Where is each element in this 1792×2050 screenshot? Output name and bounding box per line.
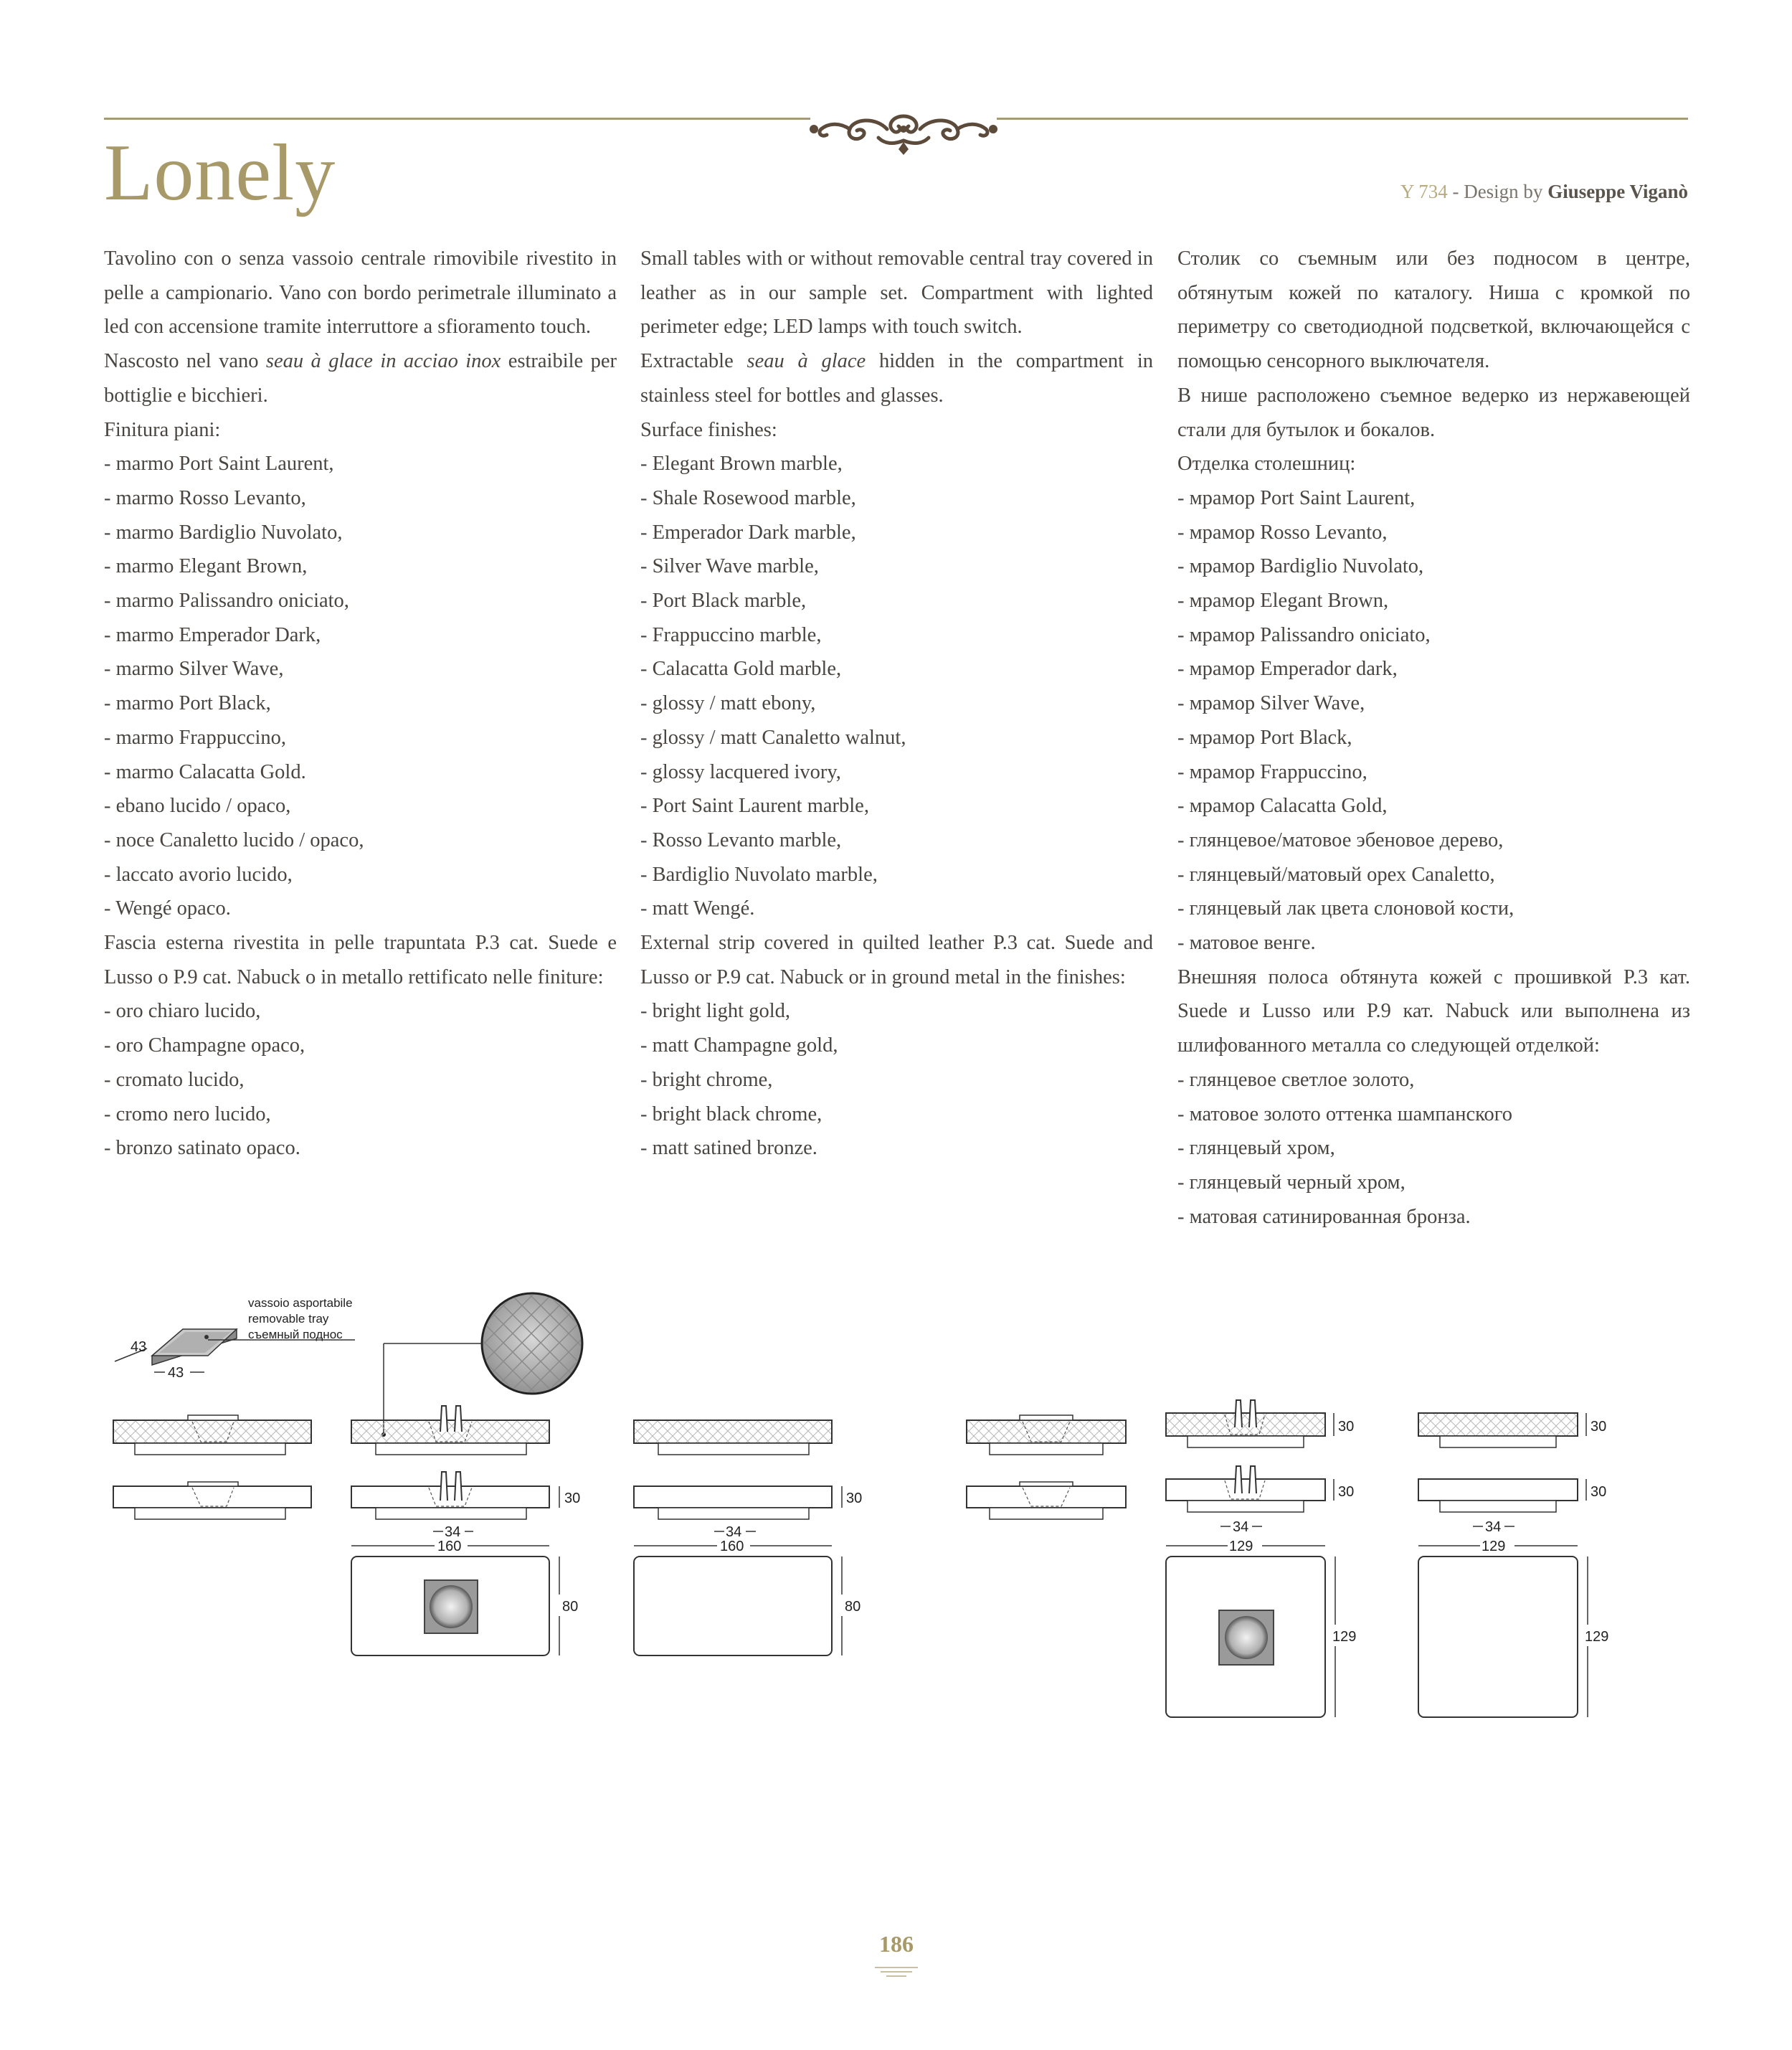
en-extract	[640, 344, 1153, 412]
it-hidden-post: estraibile per bottiglie e bicchieri.	[104, 350, 617, 407]
list-item: - bronzo satinato opaco.	[104, 1137, 300, 1160]
list-item: - marmo Bardiglio Nuvolato,	[104, 521, 343, 544]
tray-label-ru: съемный поднос	[248, 1328, 343, 1341]
sq-compartment-label: 34	[1233, 1519, 1249, 1535]
list-item: - глянцевый хром,	[1177, 1137, 1335, 1160]
design-by-label: - Design by	[1447, 181, 1548, 202]
list-item: - bright light gold,	[640, 1000, 790, 1023]
english-column	[640, 242, 1153, 1166]
list-item: - матовая сатинированная бронза.	[1177, 1205, 1471, 1228]
psq-width-label: 129	[1482, 1539, 1506, 1554]
list-item: - Shale Rosewood marble,	[640, 486, 856, 509]
sq-top-height-label: 30	[1338, 1419, 1355, 1435]
list-item: - мрамор Port Black,	[1177, 726, 1352, 749]
list-item: - Frappuccino marble,	[640, 623, 822, 646]
quilted-leather-swatch	[381, 1293, 582, 1437]
ru-intro: Столик со съемным или без подносом в центре, обтянутым кожей по каталогу. Ниша с кромкой по периметру со светодиодной подсветкой, включающейся с помощью сенсорного выключателя.	[1177, 247, 1690, 373]
sq-height-label: 30	[1338, 1484, 1355, 1500]
list-item: - Rosso Levanto marble,	[640, 828, 842, 851]
list-item: - матовое золото оттенка шампанского	[1177, 1102, 1513, 1125]
list-item: - глянцевый черный хром,	[1177, 1171, 1405, 1194]
rect-plain-table	[634, 1420, 862, 1655]
list-item: - marmo Elegant Brown,	[104, 555, 308, 578]
list-item: - Bardiglio Nuvolato marble,	[640, 863, 878, 886]
list-item: - glossy / matt Canaletto walnut,	[640, 726, 906, 749]
plain-rect-depth-label: 80	[845, 1599, 861, 1615]
list-item: - glossy / matt ebony,	[640, 692, 816, 715]
sq-width-label: 129	[1229, 1539, 1253, 1554]
it-strip: Fascia esterna rivestita in pelle trapuntata P.3 cat. Suede e Lusso o P.9 cat. Nabuck o in metallo rettificato nelle finiture:	[104, 932, 617, 988]
it-finishes-heading: Finitura piani:	[104, 418, 221, 441]
header-rule-left	[104, 118, 810, 120]
designer-name: Giuseppe Viganò	[1547, 181, 1688, 202]
psq-depth-label: 129	[1585, 1629, 1609, 1645]
list-item: - marmo Emperador Dark,	[104, 623, 321, 646]
it-intro: Tavolino con o senza vassoio centrale rimovibile rivestito in pelle a campionario. Vano con bordo perimetrale illuminato a led con accensione tramite interruttore a sfioramento touch.	[104, 247, 617, 339]
list-item: - глянцевый/матовый орех Canaletto,	[1177, 863, 1495, 886]
list-item: - oro Champagne opaco,	[104, 1034, 305, 1057]
technical-drawings	[0, 1277, 1792, 1750]
en-extract-pre: Extractable	[640, 350, 747, 373]
tray-label-it: vassoio asportabile	[248, 1296, 353, 1310]
list-item: - marmo Silver Wave,	[104, 658, 284, 681]
page-number: 186	[879, 1931, 914, 1957]
tray-label-en: removable tray	[248, 1312, 329, 1326]
en-extract-post: hidden in the compartment in stainless steel for bottles and glasses.	[640, 350, 1153, 407]
tray-table-elevation	[113, 1415, 311, 1519]
square-plain-table	[1418, 1413, 1608, 1717]
list-item: - матовое венге.	[1177, 932, 1316, 955]
list-item: - глянцевое/матовое эбеновое дерево,	[1177, 828, 1504, 851]
it-hidden-pre: Nascosto nel vano	[104, 350, 266, 373]
en-extract-em: seau à glace	[746, 350, 866, 373]
psq-compartment-label: 34	[1485, 1519, 1502, 1535]
list-item: - мрамор Palissandro oniciato,	[1177, 623, 1431, 646]
list-item: - marmo Rosso Levanto,	[104, 486, 306, 509]
tray-width-label: 43	[168, 1365, 184, 1381]
list-item: - ebano lucido / opaco,	[104, 795, 291, 818]
en-intro: Small tables with or without removable central tray covered in leather as in our sample set. Compartment with lighted perimeter edge; LED lamps with touch switch.	[640, 247, 1153, 339]
page-number-lines-icon	[875, 1965, 918, 1980]
square-tray-table-elevation	[967, 1415, 1126, 1519]
sq-depth-label: 129	[1332, 1629, 1357, 1645]
plain-rect-width-label: 160	[720, 1539, 744, 1554]
italian-column	[104, 242, 617, 1166]
list-item: - marmo Port Saint Laurent,	[104, 453, 334, 476]
list-item: - мрамор Calacatta Gold,	[1177, 795, 1388, 818]
list-item: - Calacatta Gold marble,	[640, 658, 842, 681]
list-item: - мрамор Silver Wave,	[1177, 692, 1365, 715]
flourish-ornament-icon	[807, 100, 1000, 158]
list-item: - Wengé opaco.	[104, 897, 231, 920]
list-item: - glossy lacquered ivory,	[640, 760, 841, 783]
ru-finishes-heading: Отделка столешниц:	[1177, 453, 1356, 476]
psq-height-label: 30	[1590, 1484, 1607, 1500]
plain-rect-height-label: 30	[846, 1491, 863, 1506]
list-item: - marmo Calacatta Gold.	[104, 760, 306, 783]
list-item: - marmo Frappuccino,	[104, 726, 287, 749]
list-item: - Port Black marble,	[640, 590, 807, 613]
tray-detail	[115, 1296, 355, 1381]
it-hidden-em: seau à glace in acciao inox	[265, 350, 501, 373]
list-item: - laccato avorio lucido,	[104, 863, 293, 886]
en-finishes-heading: Surface finishes:	[640, 418, 777, 441]
list-item: - мрамор Frappuccino,	[1177, 760, 1367, 783]
list-item: - мрамор Rosso Levanto,	[1177, 521, 1388, 544]
list-item: - cromato lucido,	[104, 1068, 245, 1091]
list-item: - глянцевое светлое золото,	[1177, 1068, 1415, 1091]
square-bucket-table	[1166, 1400, 1356, 1717]
list-item: - oro chiaro lucido,	[104, 1000, 261, 1023]
product-code: Y 734	[1400, 181, 1448, 202]
plain-compartment-label: 34	[726, 1524, 742, 1540]
russian-column	[1177, 242, 1690, 1234]
ru-strip: Внешняя полоса обтянута кожей с прошивкой P.3 кат. Suede и Lusso или P.9 кат. Nabuck или выполнена из шлифованного металла со следующей отделкой:	[1177, 965, 1690, 1057]
psq-top-height-label: 30	[1590, 1419, 1607, 1435]
list-item: - bright chrome,	[640, 1068, 773, 1091]
list-item: - marmo Palissandro oniciato,	[104, 590, 349, 613]
en-strip: External strip covered in quilted leather P.3 cat. Suede and Lusso or P.9 cat. Nabuck or in ground metal in the finishes:	[640, 932, 1153, 988]
ru-hidden: В нише расположено съемное ведерко из нержавеющей стали для бутылок и бокалов.	[1177, 384, 1690, 441]
list-item: - мрамор Emperador dark,	[1177, 658, 1398, 681]
list-item: - глянцевый лак цвета слоновой кости,	[1177, 897, 1514, 920]
rect-height-label: 30	[564, 1491, 581, 1506]
list-item: - matt Wengé.	[640, 897, 755, 920]
list-item: - cromo nero lucido,	[104, 1102, 271, 1125]
list-item: - Emperador Dark marble,	[640, 521, 856, 544]
list-item: - marmo Port Black,	[104, 692, 271, 715]
rect-bucket-table	[351, 1406, 580, 1655]
it-hidden	[104, 344, 617, 412]
list-item: - bright black chrome,	[640, 1102, 822, 1125]
compartment-width-label: 34	[445, 1524, 461, 1540]
list-item: - Silver Wave marble,	[640, 555, 819, 578]
list-item: - matt satined bronze.	[640, 1137, 817, 1160]
design-credit	[1400, 181, 1688, 203]
list-item: - matt Champagne gold,	[640, 1034, 838, 1057]
list-item: - Elegant Brown marble,	[640, 453, 843, 476]
rect-depth-label: 80	[562, 1599, 579, 1615]
list-item: - мрамор Port Saint Laurent,	[1177, 486, 1416, 509]
tray-depth-label: 43	[131, 1339, 147, 1355]
list-item: - мрамор Bardiglio Nuvolato,	[1177, 555, 1424, 578]
list-item: - noce Canaletto lucido / opaco,	[104, 828, 364, 851]
list-item: - Port Saint Laurent marble,	[640, 795, 869, 818]
header-rule-right	[997, 118, 1688, 120]
product-title: Lonely	[104, 128, 336, 217]
rect-width-label: 160	[437, 1539, 462, 1554]
list-item: - мрамор Elegant Brown,	[1177, 590, 1389, 613]
